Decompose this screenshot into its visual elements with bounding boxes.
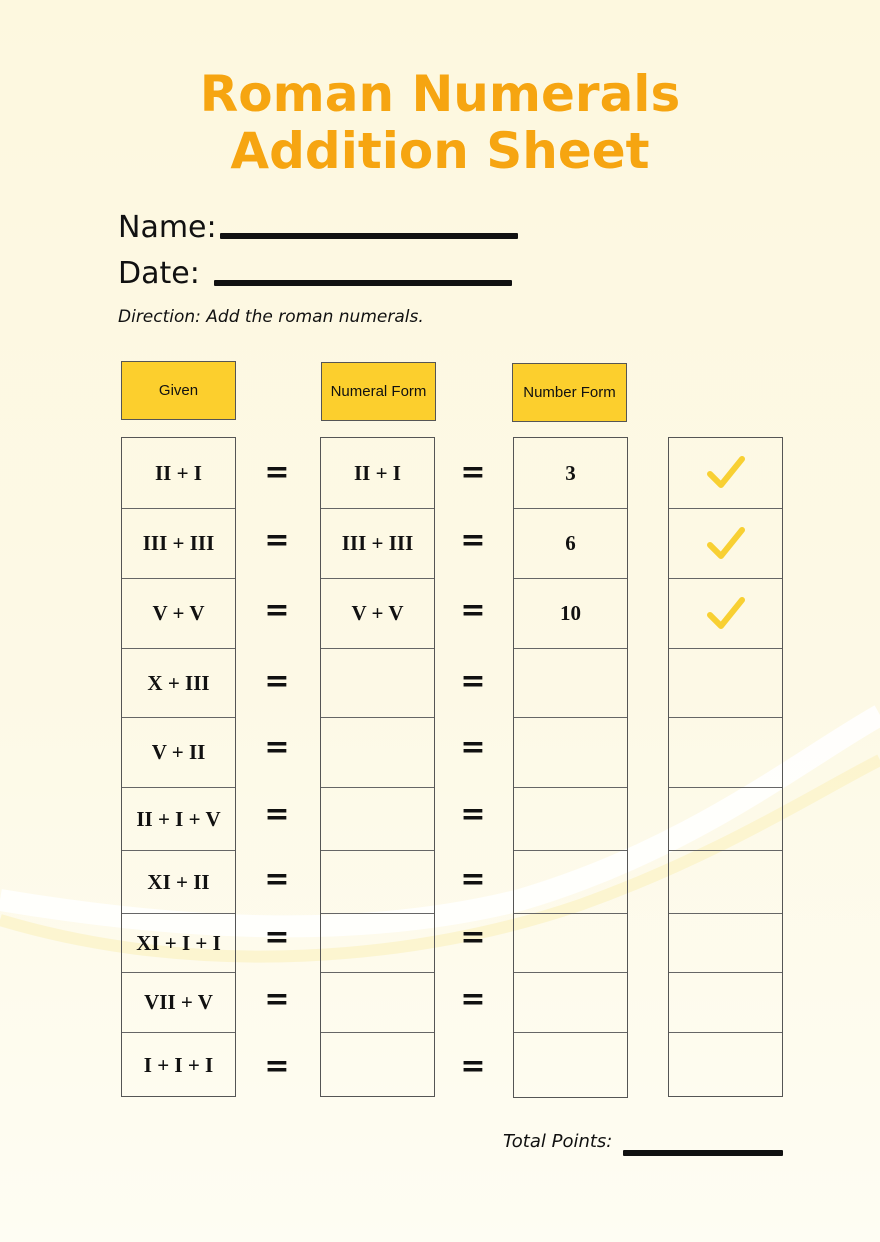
header-numeral-form: Numeral Form (321, 362, 436, 421)
check-cell[interactable] (669, 913, 782, 972)
given-cell: I + I + I (122, 1032, 235, 1098)
date-label: Date: (118, 256, 200, 291)
number-cell[interactable] (514, 1032, 627, 1098)
numeral-cell[interactable] (321, 648, 434, 717)
equals-sign-left: = (264, 593, 290, 628)
number-cell[interactable] (514, 717, 627, 787)
check-cell[interactable] (669, 438, 782, 508)
check-icon (706, 594, 746, 634)
number-cell[interactable] (514, 972, 627, 1032)
number-cell[interactable] (514, 850, 627, 913)
check-cell[interactable] (669, 1032, 782, 1098)
given-cell: V + II (122, 717, 235, 787)
given-cell: XI + II (122, 850, 235, 913)
given-cell: X + III (122, 648, 235, 717)
equals-sign-right: = (460, 1049, 486, 1084)
number-cell[interactable] (514, 648, 627, 717)
number-cell[interactable]: 3 (565, 460, 576, 485)
given-cell: II + I (155, 460, 202, 485)
numeral-cell[interactable]: V + V (321, 578, 434, 648)
check-cell[interactable] (669, 787, 782, 850)
numeral-cell[interactable]: III + III (321, 508, 434, 578)
numeral-cell[interactable] (321, 972, 434, 1032)
number-cell[interactable]: 10 (514, 578, 627, 648)
given-cell: VII + V (122, 972, 235, 1032)
page-title (0, 66, 880, 180)
equals-sign-left: = (264, 730, 290, 765)
equals-sign-left: = (264, 920, 290, 955)
given-cell: II + I + V (122, 787, 235, 850)
given-cell: V + V (122, 578, 235, 648)
direction-text: Direction: Add the roman numerals. (118, 307, 424, 327)
equals-sign-right: = (460, 920, 486, 955)
numeral-cell[interactable] (321, 1032, 434, 1098)
check-cell[interactable] (669, 972, 782, 1032)
given-column (121, 437, 236, 1097)
equals-sign-left: = (264, 455, 290, 490)
check-icon (706, 524, 746, 564)
name-line[interactable] (220, 233, 518, 239)
number-cell[interactable] (514, 913, 627, 972)
equals-sign-right: = (460, 593, 486, 628)
given-cell: III + III (122, 508, 235, 578)
numeral-cell[interactable] (321, 913, 434, 972)
equals-sign-left: = (264, 1049, 290, 1084)
equals-sign-right: = (460, 455, 486, 490)
total-points-label: Total Points: (503, 1131, 613, 1152)
numeral-form-column (320, 437, 435, 1097)
number-cell[interactable] (514, 787, 627, 850)
numeral-cell[interactable]: II + I (354, 460, 401, 485)
equals-sign-right: = (460, 797, 486, 832)
equals-sign-right: = (460, 862, 486, 897)
equals-sign-right: = (460, 523, 486, 558)
check-column (668, 437, 783, 1097)
equals-sign-right: = (460, 982, 486, 1017)
check-cell[interactable] (669, 648, 782, 717)
total-points-line[interactable] (623, 1150, 783, 1156)
header-number-form: Number Form (512, 363, 627, 422)
numeral-cell[interactable] (321, 787, 434, 850)
equals-sign-right: = (460, 730, 486, 765)
date-line[interactable] (214, 280, 512, 286)
equals-sign-left: = (264, 862, 290, 897)
title-line-2: Addition Sheet (230, 122, 650, 180)
equals-sign-right: = (460, 664, 486, 699)
title-line-1: Roman Numerals (199, 65, 681, 123)
name-label: Name: (118, 210, 217, 245)
check-cell[interactable] (669, 717, 782, 787)
equals-sign-left: = (264, 523, 290, 558)
numeral-cell[interactable] (321, 850, 434, 913)
check-cell[interactable] (669, 578, 782, 648)
equals-sign-left: = (264, 797, 290, 832)
number-form-column (513, 437, 628, 1098)
check-cell[interactable] (669, 508, 782, 578)
equals-sign-left: = (264, 982, 290, 1017)
numeral-cell[interactable] (321, 717, 434, 787)
number-cell[interactable]: 6 (514, 508, 627, 578)
check-icon (706, 453, 746, 493)
check-cell[interactable] (669, 850, 782, 913)
given-cell: XI + I + I (122, 913, 235, 972)
equals-sign-left: = (264, 664, 290, 699)
header-given: Given (121, 361, 236, 420)
